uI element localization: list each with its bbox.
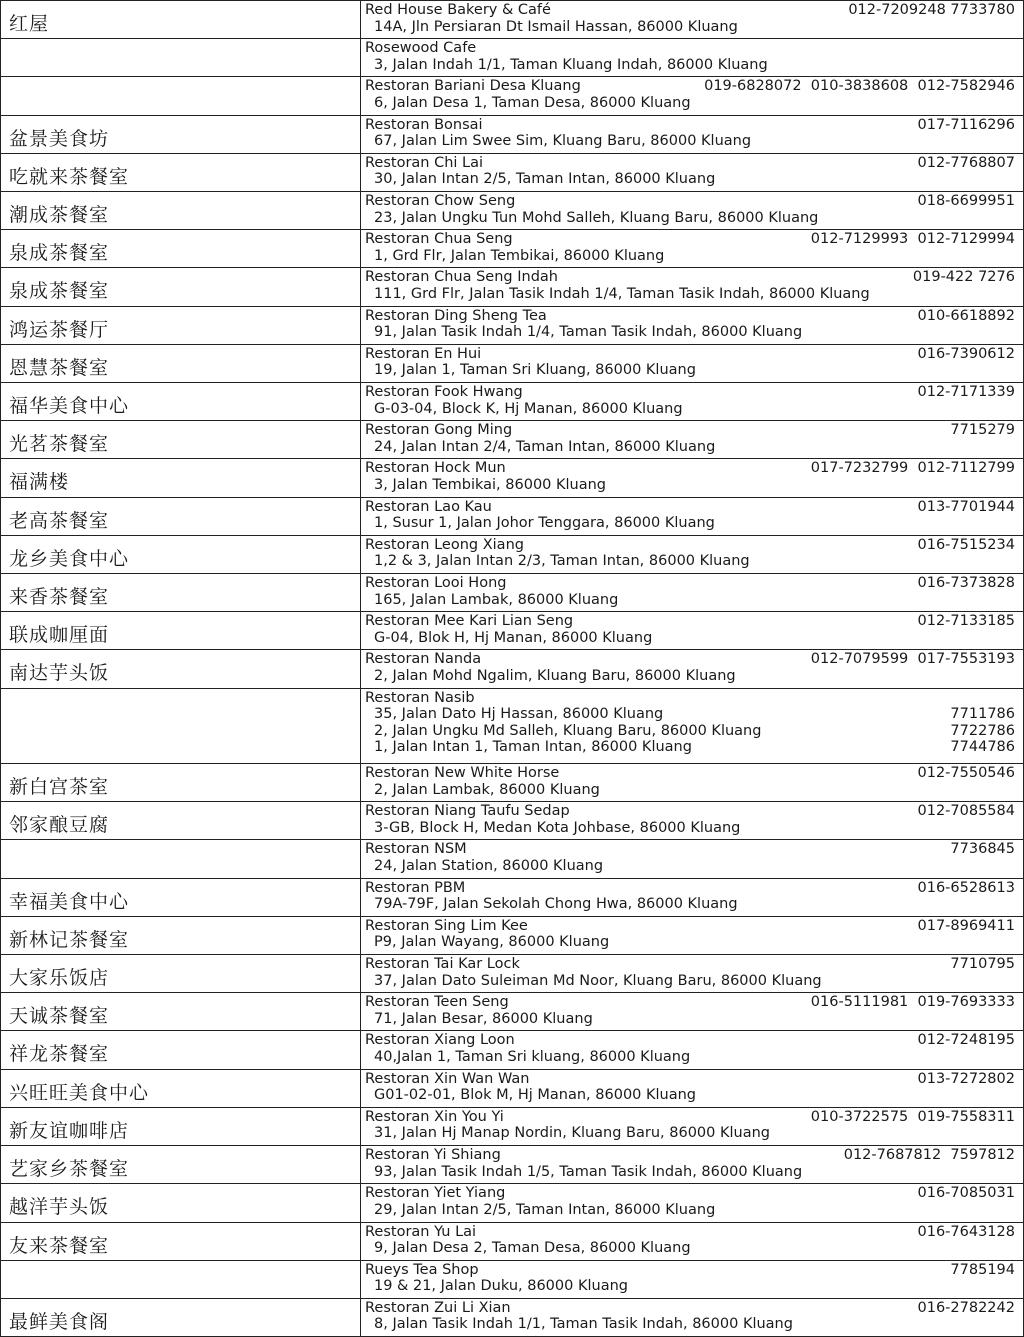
chinese-name: 友来茶餐室	[1, 1223, 361, 1260]
restaurant-name: Restoran Nanda	[365, 651, 482, 668]
phone-number: 010-3722575 019-7558311	[810, 1108, 1015, 1125]
restaurant-info	[361, 689, 1023, 763]
address: 31, Jalan Hj Manap Nordin, Kluang Baru, 86000 Kluang	[374, 1125, 770, 1142]
table-row	[1, 535, 1023, 573]
chinese-name	[1, 840, 361, 877]
restaurant-name: Restoran Hock Mun	[365, 460, 506, 477]
restaurant-info	[361, 1261, 1023, 1298]
chinese-name: 福华美食中心	[1, 383, 361, 420]
table-row	[1, 801, 1023, 839]
restaurant-info	[361, 840, 1023, 877]
restaurant-name: Restoran Chua Seng	[365, 231, 513, 248]
phone-number: 016-7085031	[917, 1185, 1015, 1202]
address: 3, Jalan Tembikai, 86000 Kluang	[374, 476, 607, 493]
restaurant-info	[361, 1, 1023, 38]
address: 93, Jalan Tasik Indah 1/5, Taman Tasik Indah, 86000 Kluang	[374, 1163, 803, 1180]
restaurant-info	[361, 498, 1023, 535]
address: G-03-04, Block K, Hj Manan, 86000 Kluang	[374, 400, 683, 417]
restaurant-name: Restoran PBM	[365, 879, 466, 896]
restaurant-info	[361, 1146, 1023, 1183]
address: 23, Jalan Ungku Tun Mohd Salleh, Kluang Baru, 86000 Kluang	[374, 209, 819, 226]
address: 2, Jalan Ungku Md Salleh, Kluang Baru, 86000 Kluang	[374, 722, 762, 739]
address: 2, Jalan Mohd Ngalim, Kluang Baru, 86000 Kluang	[374, 667, 736, 684]
table-row	[1, 458, 1023, 496]
restaurant-name: Restoran Sing Lim Kee	[365, 917, 528, 934]
table-row	[1, 611, 1023, 649]
restaurant-name: Restoran Nasib	[365, 689, 475, 706]
phone-number: 7744786	[950, 739, 1015, 756]
address: 1, Susur 1, Jalan Johor Tenggara, 86000 Kluang	[374, 515, 715, 532]
table-row	[1, 1260, 1023, 1298]
address: 67, Jalan Lim Swee Sim, Kluang Baru, 86000 Kluang	[374, 133, 752, 150]
chinese-name: 幸福美食中心	[1, 879, 361, 916]
phone-number: 016-2782242	[917, 1299, 1015, 1316]
restaurant-info	[361, 612, 1023, 649]
phone-number: 012-7248195	[917, 1032, 1015, 1049]
table-row	[1, 115, 1023, 153]
restaurant-name: Restoran Lao Kau	[365, 498, 492, 515]
chinese-name: 艺家乡茶餐室	[1, 1146, 361, 1183]
table-row	[1, 229, 1023, 267]
table-row	[1, 992, 1023, 1030]
phone-number: 7785194	[950, 1261, 1015, 1278]
table-row	[1, 191, 1023, 229]
restaurant-name: Red House Bakery & Café	[365, 2, 551, 18]
address: 19, Jalan 1, Taman Sri Kluang, 86000 Kluang	[374, 362, 696, 379]
table-row	[1, 878, 1023, 916]
phone-number: 012-7133185	[917, 613, 1015, 630]
phone-number: 019-6828072 010-3838608 012-7582946	[704, 78, 1015, 95]
phone-number: 017-8969411	[917, 917, 1015, 934]
phone-number: 012-7550546	[917, 765, 1015, 782]
chinese-name: 潮成茶餐室	[1, 192, 361, 229]
table-row	[1, 1298, 1023, 1336]
address: 8, Jalan Tasik Indah 1/1, Taman Tasik Indah, 86000 Kluang	[374, 1316, 793, 1333]
restaurant-name: Restoran Gong Ming	[365, 422, 513, 439]
chinese-name: 邻家酿豆腐	[1, 802, 361, 839]
phone-number: 012-7768807	[917, 154, 1015, 171]
address: 3-GB, Block H, Medan Kota Johbase, 86000 Kluang	[374, 819, 741, 836]
restaurant-info	[361, 993, 1023, 1030]
chinese-name: 最鲜美食阁	[1, 1299, 361, 1336]
table-row	[1, 1183, 1023, 1221]
table-row	[1, 573, 1023, 611]
phone-number: 019-422 7276	[912, 269, 1015, 286]
address: 79A-79F, Jalan Sekolah Chong Hwa, 86000 Kluang	[374, 896, 738, 913]
address: 14A, Jln Persiaran Dt Ismail Hassan, 86000 Kluang	[374, 18, 738, 35]
phone-number: 017-7116296	[917, 116, 1015, 133]
table-row	[1, 763, 1023, 801]
phone-number: 016-7515234	[917, 536, 1015, 553]
location-line	[365, 723, 1015, 740]
table-row	[1, 153, 1023, 191]
chinese-name	[1, 1261, 361, 1298]
table-row	[1, 420, 1023, 458]
location-line	[365, 706, 1015, 723]
chinese-name	[1, 77, 361, 114]
address: 111, Grd Flr, Jalan Tasik Indah 1/4, Taman Tasik Indah, 86000 Kluang	[374, 285, 870, 302]
restaurant-name: Restoran Chi Lai	[365, 154, 484, 171]
restaurant-name: Restoran En Hui	[365, 345, 482, 362]
phone-number: 016-7390612	[917, 345, 1015, 362]
phone-number: 012-7687812 7597812	[843, 1147, 1015, 1164]
table-row	[1, 954, 1023, 992]
chinese-name	[1, 39, 361, 76]
phone-number: 016-6528613	[917, 879, 1015, 896]
chinese-name: 泉成茶餐室	[1, 230, 361, 267]
restaurant-name: Restoran Yu Lai	[365, 1223, 477, 1240]
restaurant-name: Restoran Tai Kar Lock	[365, 956, 520, 973]
restaurant-info	[361, 1223, 1023, 1260]
restaurant-name: Restoran Yi Shiang	[365, 1147, 501, 1164]
address: 1, Jalan Intan 1, Taman Intan, 86000 Kluang	[374, 739, 692, 756]
restaurant-name: Restoran Xiang Loon	[365, 1032, 515, 1049]
restaurant-info	[361, 345, 1023, 382]
chinese-name: 红屋	[1, 1, 361, 38]
restaurant-info	[361, 268, 1023, 305]
address: 71, Jalan Besar, 86000 Kluang	[374, 1010, 593, 1027]
chinese-name: 鸿运茶餐厅	[1, 307, 361, 344]
table-row	[1, 382, 1023, 420]
phone-number: 7715279	[950, 422, 1015, 439]
restaurant-name: Restoran Teen Seng	[365, 994, 509, 1011]
address: 24, Jalan Station, 86000 Kluang	[374, 857, 604, 874]
address: 24, Jalan Intan 2/4, Taman Intan, 86000 Kluang	[374, 438, 716, 455]
phone-number: 012-7171339	[917, 384, 1015, 401]
chinese-name: 祥龙茶餐室	[1, 1031, 361, 1068]
chinese-name: 恩慧茶餐室	[1, 345, 361, 382]
chinese-name: 南达芋头饭	[1, 650, 361, 687]
restaurant-name: Rosewood Cafe	[365, 40, 477, 57]
chinese-name: 龙乡美食中心	[1, 536, 361, 573]
restaurant-info	[361, 307, 1023, 344]
restaurant-info	[361, 879, 1023, 916]
restaurant-name: Restoran Yiet Yiang	[365, 1185, 506, 1202]
restaurant-name: Restoran Bariani Desa Kluang	[365, 78, 581, 95]
table-row	[1, 839, 1023, 877]
restaurant-name: Rueys Tea Shop	[365, 1261, 479, 1278]
restaurant-info	[361, 574, 1023, 611]
restaurant-name: Restoran Looi Hong	[365, 575, 507, 592]
restaurant-info	[361, 116, 1023, 153]
address: 1, Grd Flr, Jalan Tembikai, 86000 Kluang	[374, 247, 665, 264]
address: 19 & 21, Jalan Duku, 86000 Kluang	[374, 1278, 628, 1295]
chinese-name: 兴旺旺美食中心	[1, 1070, 361, 1107]
restaurant-name: Restoran New White Horse	[365, 765, 560, 782]
table-row	[1, 1030, 1023, 1068]
phone-number: 018-6699951	[917, 193, 1015, 210]
table-row	[1, 344, 1023, 382]
address: 40,Jalan 1, Taman Sri kluang, 86000 Kluang	[374, 1048, 691, 1065]
restaurant-info	[361, 917, 1023, 954]
restaurant-info	[361, 764, 1023, 801]
address: 91, Jalan Tasik Indah 1/4, Taman Tasik Indah, 86000 Kluang	[374, 324, 803, 341]
chinese-name: 大家乐饭店	[1, 955, 361, 992]
restaurant-name: Restoran Zui Li Xian	[365, 1299, 511, 1316]
table-row	[1, 267, 1023, 305]
restaurant-info	[361, 421, 1023, 458]
restaurant-name: Restoran Ding Sheng Tea	[365, 307, 547, 324]
phone-number: 013-7272802	[917, 1070, 1015, 1087]
chinese-name: 新林记茶餐室	[1, 917, 361, 954]
address: 2, Jalan Lambak, 86000 Kluang	[374, 781, 600, 798]
restaurant-name: Restoran Niang Taufu Sedap	[365, 803, 570, 820]
address: 29, Jalan Intan 2/5, Taman Intan, 86000 Kluang	[374, 1201, 716, 1218]
restaurant-name: Restoran Fook Hwang	[365, 384, 523, 401]
phone-number: 013-7701944	[917, 498, 1015, 515]
restaurant-name: Restoran Xin You Yi	[365, 1108, 504, 1125]
address: 37, Jalan Dato Suleiman Md Noor, Kluang Baru, 86000 Kluang	[374, 972, 822, 989]
restaurant-name: Restoran Leong Xiang	[365, 536, 524, 553]
chinese-name: 盆景美食坊	[1, 116, 361, 153]
restaurant-info	[361, 650, 1023, 687]
restaurant-info	[361, 955, 1023, 992]
table-row	[1, 497, 1023, 535]
restaurant-name: Restoran NSM	[365, 841, 467, 858]
restaurant-info	[361, 1070, 1023, 1107]
table-row	[1, 1107, 1023, 1145]
restaurant-info	[361, 1031, 1023, 1068]
chinese-name: 来香茶餐室	[1, 574, 361, 611]
address: 6, Jalan Desa 1, Taman Desa, 86000 Kluang	[374, 94, 691, 111]
phone-number: 7711786	[950, 706, 1015, 723]
restaurant-info	[361, 230, 1023, 267]
restaurant-name: Restoran Mee Kari Lian Seng	[365, 613, 574, 630]
phone-number: 012-7079599 017-7553193	[810, 651, 1015, 668]
chinese-name: 新友谊咖啡店	[1, 1108, 361, 1145]
phone-number: 7722786	[950, 722, 1015, 739]
phone-number: 012-7209248 7733780	[848, 2, 1015, 18]
phone-number: 7736845	[950, 841, 1015, 858]
address: 9, Jalan Desa 2, Taman Desa, 86000 Kluang	[374, 1240, 691, 1256]
address: 165, Jalan Lambak, 86000 Kluang	[374, 591, 619, 608]
address: 3, Jalan Indah 1/1, Taman Kluang Indah, 86000 Kluang	[374, 56, 768, 73]
restaurant-info	[361, 1299, 1023, 1336]
chinese-name: 天诚茶餐室	[1, 993, 361, 1030]
address: G01-02-01, Blok M, Hj Manan, 86000 Kluang	[374, 1087, 697, 1104]
phone-number: 017-7232799 012-7112799	[810, 460, 1015, 477]
restaurant-info	[361, 536, 1023, 573]
phone-number: 012-7129993 012-7129994	[810, 231, 1015, 248]
table-row	[1, 1069, 1023, 1107]
address: 30, Jalan Intan 2/5, Taman Intan, 86000 Kluang	[374, 171, 716, 188]
restaurant-name: Restoran Xin Wan Wan	[365, 1070, 530, 1087]
table-row	[1, 1145, 1023, 1183]
phone-number: 016-7643128	[917, 1223, 1015, 1240]
chinese-name: 吃就来茶餐室	[1, 154, 361, 191]
restaurant-info	[361, 1108, 1023, 1145]
phone-number: 016-5111981 019-7693333	[810, 994, 1015, 1011]
restaurant-info	[361, 459, 1023, 496]
restaurant-info	[361, 192, 1023, 229]
table-row	[1, 38, 1023, 76]
chinese-name	[1, 689, 361, 763]
address: P9, Jalan Wayang, 86000 Kluang	[374, 934, 610, 951]
chinese-name: 光茗茶餐室	[1, 421, 361, 458]
phone-number: 012-7085584	[917, 803, 1015, 820]
address: G-04, Blok H, Hj Manan, 86000 Kluang	[374, 629, 653, 646]
restaurant-name: Restoran Bonsai	[365, 116, 483, 133]
restaurant-name: Restoran Chow Seng	[365, 193, 516, 210]
address: 1,2 & 3, Jalan Intan 2/3, Taman Intan, 86000 Kluang	[374, 553, 750, 570]
table-row	[1, 306, 1023, 344]
chinese-name: 泉成茶餐室	[1, 268, 361, 305]
chinese-name: 福满楼	[1, 459, 361, 496]
table-row	[1, 649, 1023, 687]
chinese-name: 老高茶餐室	[1, 498, 361, 535]
restaurant-name: Restoran Chua Seng Indah	[365, 269, 558, 286]
restaurant-info	[361, 802, 1023, 839]
phone-number: 010-6618892	[917, 307, 1015, 324]
chinese-name: 越洋芋头饭	[1, 1184, 361, 1221]
chinese-name: 联成咖厘面	[1, 612, 361, 649]
table-row	[1, 1, 1023, 38]
restaurant-info	[361, 383, 1023, 420]
phone-number: 7710795	[950, 956, 1015, 973]
table-row	[1, 1222, 1023, 1260]
restaurant-info	[361, 154, 1023, 191]
restaurant-info	[361, 77, 1023, 114]
restaurant-info	[361, 39, 1023, 76]
restaurant-info	[361, 1184, 1023, 1221]
phone-number: 016-7373828	[917, 575, 1015, 592]
table-row	[1, 76, 1023, 114]
table-row	[1, 916, 1023, 954]
chinese-name: 新白宫茶室	[1, 764, 361, 801]
table-row	[1, 688, 1023, 763]
location-line	[365, 739, 1015, 756]
address: 35, Jalan Dato Hj Hassan, 86000 Kluang	[374, 706, 664, 723]
